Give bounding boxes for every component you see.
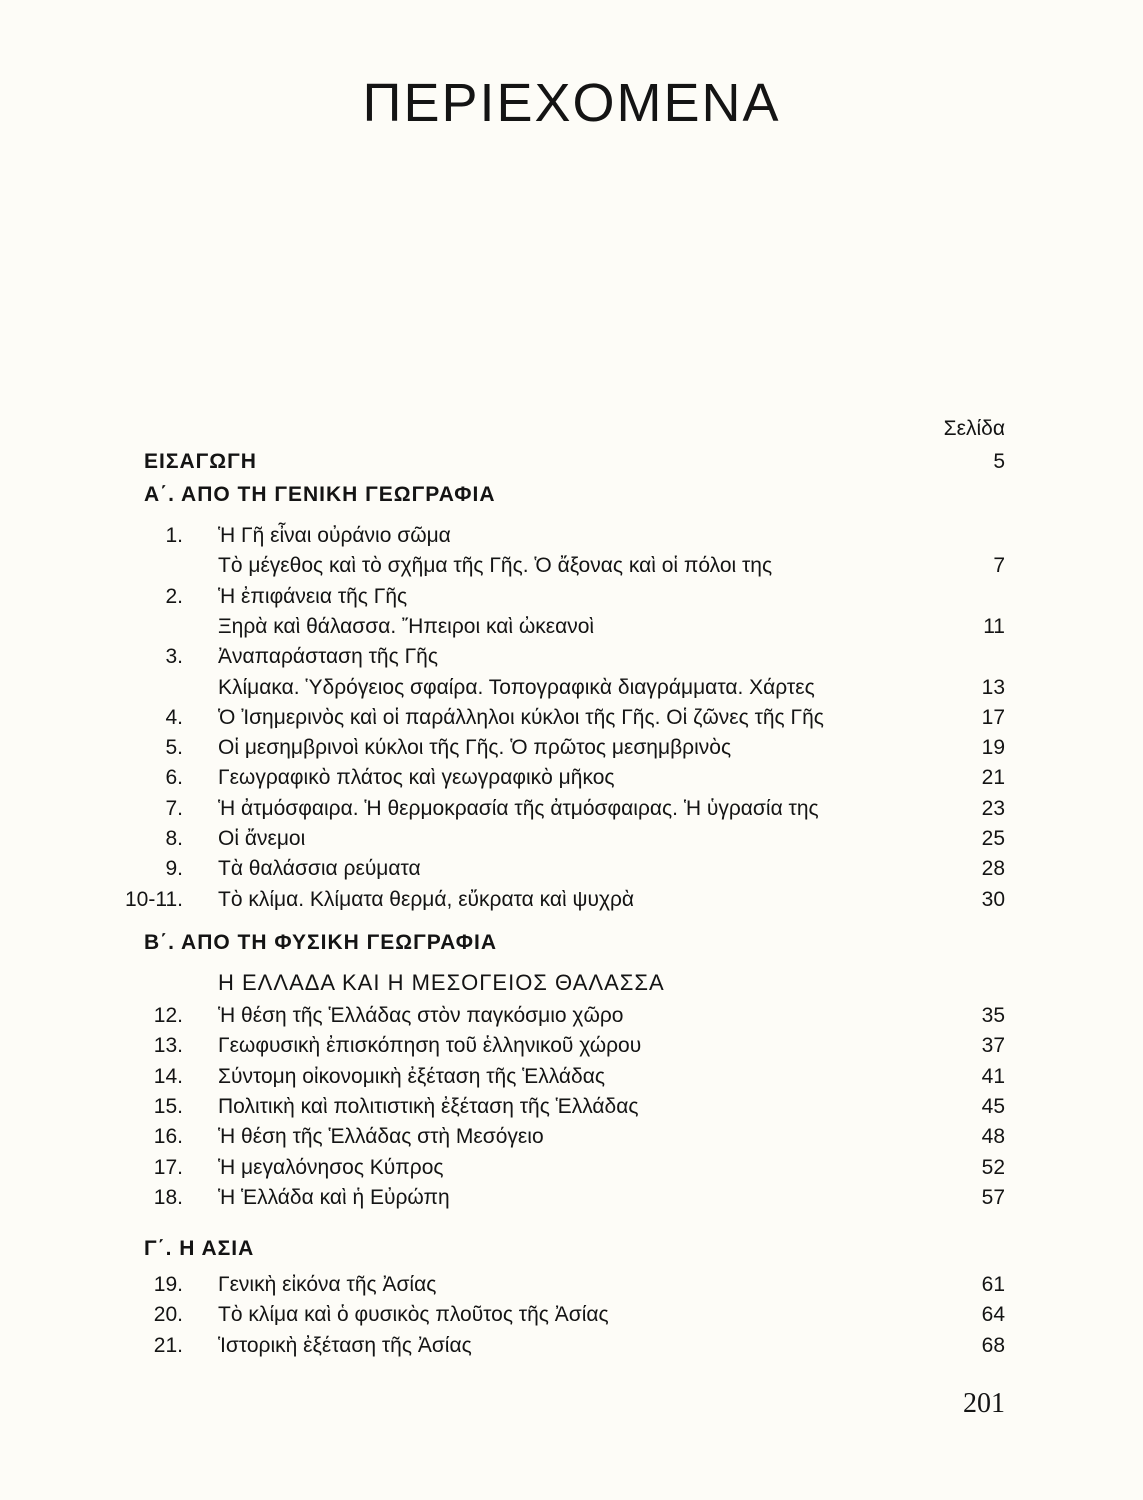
toc-entry: [0, 857, 1143, 887]
toc-entry: [0, 827, 1143, 857]
toc-entry-page: 52: [981, 1155, 1005, 1179]
toc-entry-number: 5.: [165, 736, 183, 760]
toc-entry-title: Γεωφυσικὴ ἐπισκόπηση τοῦ ἑλληνικοῦ χώρου: [218, 1034, 642, 1058]
toc-entry-page: 23: [981, 796, 1005, 820]
toc-entry-title: Γενικὴ εἰκόνα τῆς Ἀσίας: [218, 1273, 437, 1296]
toc-entry-page: 7: [993, 554, 1005, 578]
toc-entry-page: 35: [981, 1004, 1005, 1027]
toc-entry-title: Ὁ Ἰσημερινὸς καὶ οἱ παράλληλοι κύκλοι τῆς Γῆς. Οἱ ζῶνες τῆς Γῆς: [218, 705, 824, 729]
toc-entry-number: 4.: [165, 705, 183, 729]
toc-entry-title: Ἡ θέση τῆς Ἑλλάδας στὴ Μεσόγειο: [218, 1125, 544, 1149]
toc-entry-title: Ἡ ἐπιφάνεια τῆς Γῆς: [218, 584, 408, 608]
toc-entry-page: 28: [981, 857, 1005, 881]
toc-entry-number: 15.: [153, 1094, 183, 1118]
toc-entry: [0, 1334, 1143, 1364]
toc-entry: [0, 676, 1143, 706]
toc-entry: [0, 1273, 1143, 1303]
toc-entry-title: Ἀναπαράσταση τῆς Γῆς: [218, 645, 438, 669]
page-title: ΠΕΡΙΕΧΟΜΕΝΑ: [362, 73, 781, 133]
toc-entry-number: 6.: [165, 766, 183, 790]
toc-entry-title: Ἡ θέση τῆς Ἑλλάδας στὸν παγκόσμιο χῶρο: [218, 1004, 624, 1027]
toc-entry-page: 25: [981, 827, 1005, 850]
toc-entry: [0, 645, 1143, 675]
toc-entry-page: 13: [981, 675, 1005, 699]
toc-entry: [0, 1065, 1143, 1095]
toc-entry: [0, 797, 1143, 827]
toc-entry-page: 37: [981, 1034, 1005, 1058]
toc-entry-title: Ἱστορικὴ ἐξέταση τῆς Ἀσίας: [218, 1333, 472, 1357]
toc-entry: [0, 1303, 1143, 1333]
intro-page: 5: [993, 450, 1005, 473]
toc-entry-number: 17.: [153, 1155, 183, 1179]
toc-entry-title: Οἱ ἄνεμοι: [218, 827, 306, 850]
section-b-heading: Β΄. ΑΠΟ ΤΗ ΦΥΣΙΚΗ ΓΕΩΓΡΑΦΙΑ: [144, 931, 498, 954]
page-column-label: Σελίδα: [943, 417, 1005, 440]
toc-entry-title: Τὸ κλίμα. Κλίματα θερμά, εὔκρατα καὶ ψυχρὰ: [218, 887, 635, 911]
toc-entry-number: 20.: [153, 1303, 183, 1327]
page-number: 201: [963, 1388, 1005, 1419]
toc-entry-page: 30: [981, 887, 1005, 911]
toc-entry-number: 16.: [153, 1125, 183, 1149]
toc-entry-number: 10-11.: [125, 887, 183, 911]
section-a-heading: Α΄. ΑΠΟ ΤΗ ΓΕΝΙΚΗ ΓΕΩΓΡΑΦΙΑ: [144, 483, 496, 506]
toc-entry-page: 11: [983, 614, 1005, 638]
toc-entry-number: 1.: [165, 524, 183, 547]
toc-entry-title: Πολιτικὴ καὶ πολιτιστικὴ ἐξέταση τῆς Ἑλλάδας: [218, 1094, 639, 1118]
toc-entry-number: 2.: [165, 584, 183, 608]
toc-entry-title: Τὰ θαλάσσια ρεύματα: [218, 857, 421, 881]
toc-entry: [0, 1156, 1143, 1186]
toc-entry-title: Ἡ Γῆ εἶναι οὐράνιο σῶμα: [218, 524, 451, 547]
toc-entry-page: 45: [981, 1094, 1005, 1118]
toc-entry-title: Τὸ κλίμα καὶ ὁ φυσικὸς πλοῦτος τῆς Ἀσίας: [218, 1303, 609, 1327]
toc-entry-title: Γεωγραφικὸ πλάτος καὶ γεωγραφικὸ μῆκος: [218, 766, 615, 790]
toc-entry-page: 64: [981, 1303, 1005, 1327]
toc-entry: [0, 585, 1143, 615]
toc-entry-page: 19: [981, 736, 1005, 760]
toc-entry-title: Οἱ μεσημβρινοὶ κύκλοι τῆς Γῆς. Ὁ πρῶτος μεσημβρινὸς: [218, 736, 732, 760]
toc-entry-page: 21: [981, 766, 1005, 790]
toc-entry-number: 18.: [153, 1185, 183, 1209]
toc-entry-title: Ἡ Ἑλλάδα καὶ ἡ Εὐρώπη: [218, 1185, 450, 1209]
toc-entry-page: 17: [981, 705, 1005, 729]
toc-entry: [0, 736, 1143, 766]
toc-entry-page: 48: [981, 1125, 1005, 1149]
intro-heading: ΕΙΣΑΓΩΓΗ: [144, 450, 257, 473]
toc-entry-number: 7.: [165, 796, 183, 820]
toc-entry-number: 9.: [165, 857, 183, 881]
toc-entry: [0, 615, 1143, 645]
toc-entry-number: 19.: [153, 1273, 183, 1296]
toc-entry: [0, 554, 1143, 584]
toc-entry-title: Ἡ ἀτμόσφαιρα. Ἡ θερμοκρασία τῆς ἀτμόσφαιρας. Ἡ ὑγρασία της: [218, 796, 819, 820]
section-b-subheading: Η ΕΛΛΑΔΑ ΚΑΙ Η ΜΕΣΟΓΕΙΟΣ ΘΑΛΑΣΣΑ: [218, 970, 665, 995]
section-c-heading: Γ΄. Η ΑΣΙΑ: [144, 1237, 255, 1260]
toc-entry-page: 68: [981, 1333, 1005, 1357]
toc-entry: [0, 524, 1143, 554]
toc-entry-title: Τὸ μέγεθος καὶ τὸ σχῆμα τῆς Γῆς. Ὁ ἄξονας καὶ οἱ πόλοι της: [218, 554, 773, 578]
toc-entry-title: Κλίμακα. Ὑδρόγειος σφαίρα. Τοπογραφικὰ διαγράμματα. Χάρτες: [218, 675, 815, 699]
toc-entry: [0, 1125, 1143, 1155]
toc-entry-number: 21.: [153, 1333, 183, 1357]
toc-entry-number: 12.: [153, 1004, 183, 1027]
toc-entry: [0, 766, 1143, 796]
toc-entry-page: 61: [981, 1273, 1005, 1296]
toc-entry-number: 14.: [153, 1064, 183, 1088]
toc-entry-title: Ξηρὰ καὶ θάλασσα. Ἤπειροι καὶ ὠκεανοὶ: [218, 614, 595, 638]
toc-entry-number: 3.: [165, 645, 183, 669]
toc-entry-title: Σύντομη οἰκονομικὴ ἐξέταση τῆς Ἑλλάδας: [218, 1064, 605, 1088]
toc-entry: [0, 706, 1143, 736]
toc-entry: [0, 888, 1143, 918]
toc-entry: [0, 1034, 1143, 1064]
toc-entry: [0, 1095, 1143, 1125]
toc-entry-page: 41: [981, 1064, 1005, 1088]
toc-entry-number: 13.: [153, 1034, 183, 1058]
toc-entry-number: 8.: [165, 827, 183, 850]
toc-entry: [0, 1004, 1143, 1034]
toc-entry-title: Ἡ μεγαλόνησος Κύπρος: [218, 1155, 444, 1179]
toc-entry: [0, 1186, 1143, 1216]
toc-entry-page: 57: [981, 1185, 1005, 1209]
